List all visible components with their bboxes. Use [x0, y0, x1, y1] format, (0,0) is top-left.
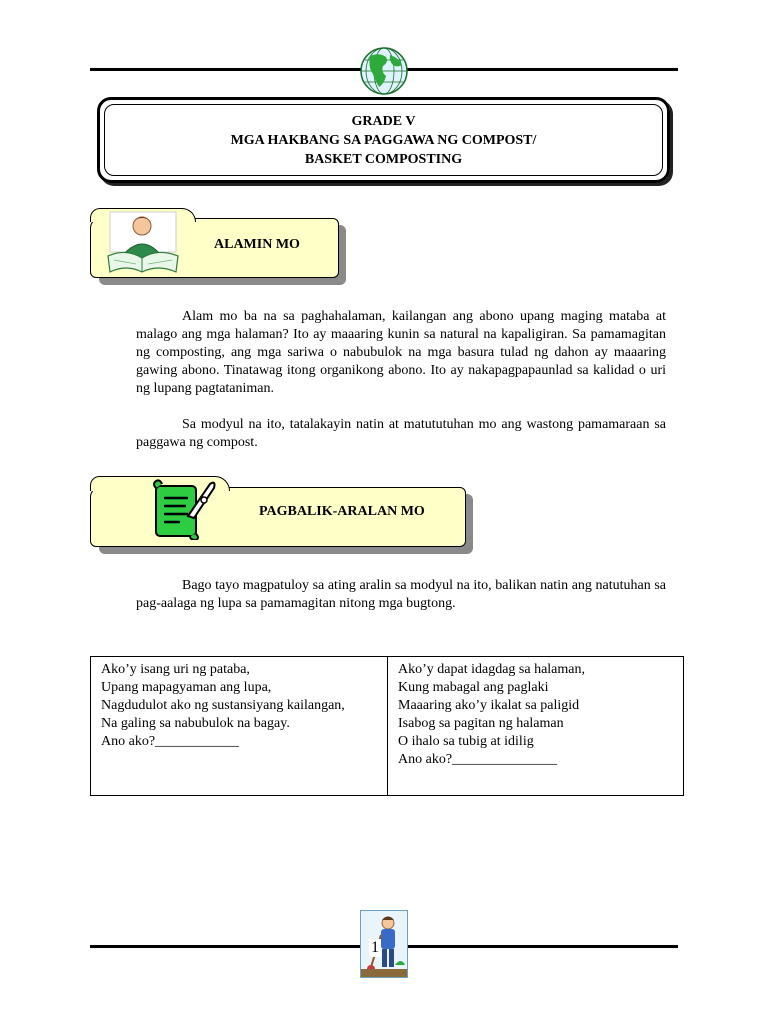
pagbalik-heading: PAGBALIK-ARALAN MO — [259, 504, 425, 519]
page-number: 1 — [371, 939, 379, 956]
riddle-left-line: Ako’y isang uri ng pataba, — [101, 662, 250, 677]
riddle-right-line: O ihalo sa tubig at idilig — [398, 734, 534, 749]
intro-paragraph-2: Sa modyul na ito, tatalakayin natin at matututuhan mo ang wastong pamamaraan sa paggawa ng compost. — [136, 417, 666, 450]
reading-person-icon — [104, 210, 182, 276]
riddle-left — [91, 657, 387, 795]
riddle-right-line: Maaaring ako’y ikalat sa paligid — [398, 698, 580, 713]
riddle-right-answer: Ano ako?_______________ — [398, 752, 558, 767]
riddle-left-line: Upang mapagyaman ang lupa, — [101, 680, 272, 695]
riddle-right-line: Kung mabagal ang paglaki — [398, 680, 549, 695]
title-line-1: MGA HAKBANG SA PAGGAWA NG COMPOST/ — [230, 132, 537, 148]
riddle-left-answer: Ano ako?____________ — [101, 734, 240, 749]
riddle-left-line: Nagdudulot ako ng sustansiyang kailangan, — [101, 698, 345, 713]
title-box — [97, 97, 670, 183]
scroll-quill-icon — [150, 478, 220, 540]
gardener-icon — [361, 911, 407, 977]
alamin-heading: ALAMIN MO — [214, 237, 300, 252]
review-paragraph: Bago tayo magpatuloy sa ating aralin sa modyul na ito, balikan natin ang natutuhan sa pag-aalaga ng lupa sa pamamagitan nitong mga bugtong. — [136, 578, 666, 611]
globe-icon — [359, 46, 409, 96]
riddle-table — [90, 656, 684, 796]
intro-paragraph-1: Alam mo ba na sa paghahalaman, kailangan ang abono upang maging mataba at malago ang mga halaman? Ito ay maaaring kunin sa natural na kapaligiran. Sa pamamagitan ng composting, ang mga sariwa o nabubulok na mga basura tulad ng dahon ay maaaring gawing abono. Tinatawag itong organikong abono. Ito ay nakapagpapaunlad sa kalidad o uri ng lupang pagtataniman. — [136, 309, 666, 396]
riddle-right-line: Ako’y dapat idagdag sa halaman, — [398, 662, 585, 677]
riddle-right — [387, 657, 683, 795]
grade-label: GRADE V — [351, 113, 416, 129]
title-line-2: BASKET COMPOSTING — [304, 151, 463, 167]
footer-picture — [360, 910, 408, 978]
riddle-right-line: Isabog sa pagitan ng halaman — [398, 716, 564, 731]
riddle-left-line: Na galing sa nabubulok na bagay. — [101, 716, 290, 731]
